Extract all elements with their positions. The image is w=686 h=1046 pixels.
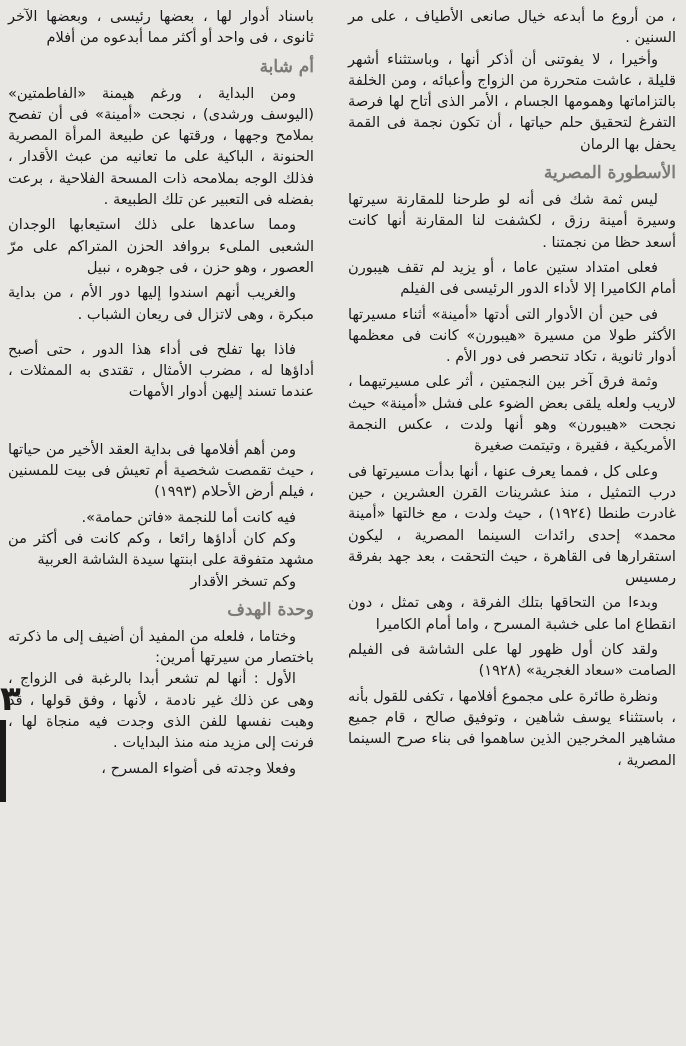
paragraph: الأول : أنها لم تشعر أبدا بالرغبة فى الزواج ، وهى عن ذلك غير نادمة ، لأنها ، وفق قولها ، قد وهبت نفسها للفن الذى وجدت فيه منجاة لها ، فرنت إلى مزيد منه منذ البدايات . xyxy=(8,670,314,752)
paragraph: وثمة فرق آخر بين النجمتين ، أثر على مسيرتيهما ، لاريب ولعله يلقى بعض الضوء على فشل «أمينة» حيث نجحت «هيبورن» وهو أنها ولدت ، عكس النجمة الأمريكية ، فقيرة ، وتيتمت صغيرة xyxy=(348,373,676,455)
paragraph: فعلى امتداد ستين عاما ، أو يزيد لم تقف هيبورن أمام الكاميرا إلا لأداء الدور الرئيسى فى الفيلم xyxy=(348,258,676,298)
paragraph: ومن أهم أفلامها فى بداية العقد الأخير من حياتها ، حيث تقمصت شخصية أم تعيش فى بيت للمسنين ، فيلم أرض الأحلام (١٩٩٣) xyxy=(8,440,314,501)
page-number-mark: ٣ xyxy=(0,679,21,719)
section-heading: الأسطورة المصرية xyxy=(543,163,676,184)
paragraph: وكم كان أداؤها رائعا ، وكم كانت فى أكثر من مشهد متفوقة على ابنتها سيدة الشاشة العربية xyxy=(8,529,314,569)
paragraph: فيه كانت أما للنجمة «فاتن حمامة». xyxy=(81,508,296,526)
paragraph: فاذا بها تفلح فى أداء هذا الدور ، حتى أصبح أداؤها له ، مضرب الأمثال ، تقتدى به الممثلات ، عندما تسند إليهن أدوار الأمهات xyxy=(8,340,314,401)
edge-bar-decoration xyxy=(0,720,6,802)
left-column xyxy=(8,6,314,779)
paragraph: وكم تسخر الأقدار xyxy=(190,572,296,590)
section-heading: أم شابة xyxy=(259,56,314,77)
paragraph: وأخيرا ، لا يفوتنى أن أذكر أنها ، وباستثناء أشهر قليلة ، عاشت متحررة من الزواج وأعبائه ، ومن الخلفة بالتزاماتها وهمومها الجسام ، الأمر الذى أتاح لها فرصة التفرغ لتحقيق حلم حياتها ، أن تكون نجمة فى القمة يحفل بها الرمان xyxy=(348,50,676,153)
paragraph: ومن البداية ، ورغم هيمنة «الفاطمتين» (اليوسف ورشدى) ، نجحت «أمينة» فى أن تفصح بملامح وجهها ، ورقتها عن طبيعة المرأة المصرية الحنونة ، الباكية على ما تعانيه من عبث الأقدار ، فذلك الوجه بملامحه ذات المسحة الفلاحية ، برعت بفضله فى التعبير عن تلك الطبيعة . xyxy=(8,84,314,209)
paragraph: ومما ساعدها على ذلك استيعابها الوجدان الشعبى الملىء بروافد الحزن المتراكم على مرّ العصور ، وهو حزن ، فى جوهره ، نبيل xyxy=(8,216,314,276)
paragraph: وفعلا وجدته فى أضواء المسرح ، xyxy=(101,759,296,777)
paragraph: ونظرة طائرة على مجموع أفلامها ، تكفى للقول بأنه ، باستثناء يوسف شاهين ، وتوفيق صالح ، قام جميع مشاهير المخرجين الذين ساهموا فى بناء صرح السينما المصرية ، xyxy=(348,687,676,769)
paragraph: ليس ثمة شك فى أنه لو طرحنا للمقارنة سيرتها وسيرة أمينة رزق ، لكشفت لنا المقارنة أنها كانت أسعد حظا من نجمتنا . xyxy=(348,191,676,251)
paragraph: وبدءا من التحاقها بتلك الفرقة ، وهى تمثل ، دون انقطاع اما على خشبة المسرح ، واما أمام الكاميرا xyxy=(348,594,676,633)
paragraph: وعلى كل ، فمما يعرف عنها ، أنها بدأت مسيرتها فى درب التمثيل ، منذ عشرينات القرن العشرين ، حين غادرت طنطا (١٩٢٤) ، حيث ولدت ، مع خالتها «أمينة محمد» إحدى رائدات السينما المصرية ، ليكون استقرارها فى القاهرة ، حيث التحقت ، بعد جهد بفرقة رمسيس xyxy=(348,462,676,587)
section-heading: وحدة الهدف xyxy=(227,599,314,620)
right-column xyxy=(348,6,676,771)
paragraph: فى حين أن الأدوار التى أدتها «أمينة» أثناء مسيرتها الأكثر طولا من مسيرة «هيبورن» كانت فى معظمها أدوار ثانوية ، تكاد تنحصر فى دور الأم . xyxy=(348,305,676,366)
paragraph: ولقد كان أول ظهور لها على الشاشة فى الفيلم الصامت «سعاد الغجرية» (١٩٢٨) xyxy=(348,641,676,680)
paragraph: والغريب أنهم اسندوا إليها دور الأم ، من بداية مبكرة ، وهى لاتزال فى ريعان الشباب . xyxy=(8,284,314,323)
paragraph: باسناد أدوار لها ، بعضها رئيسى ، وبعضها الآخر ثانوى ، فى واحد أو أكثر مما أبدعوه من أفلام xyxy=(8,8,314,47)
paragraph: ، من أروع ما أبدعه خيال صانعى الأطياف ، على مر السنين . xyxy=(348,8,676,47)
paragraph: وختاما ، فلعله من المفيد أن أضيف إلى ما ذكرته باختصار من سيرتها أمرين: xyxy=(8,627,314,667)
